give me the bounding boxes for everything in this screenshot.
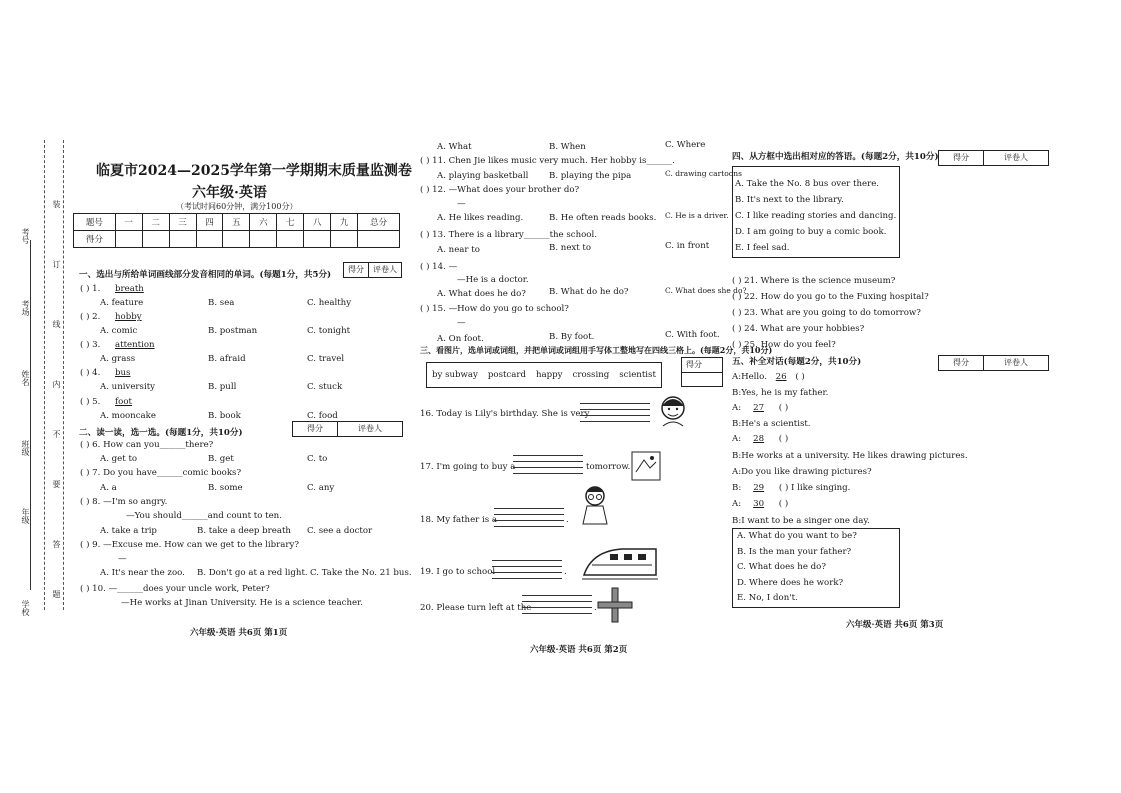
dialog-speaker: A:Hello.	[732, 372, 767, 382]
q24[interactable]: ( ) 24. What are your hobbies?	[732, 324, 865, 334]
option-a[interactable]: A. grass	[100, 354, 136, 364]
option-b[interactable]: B. some	[208, 483, 243, 493]
cut-mark-6: 要	[52, 480, 61, 488]
girl-picture	[657, 392, 689, 431]
options-box-sec4	[732, 166, 900, 258]
q18-text: 18. My father is a	[420, 515, 498, 525]
option-c[interactable]: C. travel	[307, 354, 345, 364]
score-cell[interactable]	[115, 231, 142, 248]
option-b[interactable]: B. playing the pipa	[549, 171, 632, 181]
girl-icon	[657, 392, 689, 428]
grader-box-sec3	[681, 357, 723, 387]
q17-after: tomorrow.	[586, 462, 631, 472]
q19-writing-lines[interactable]	[492, 555, 562, 579]
q10-option-a[interactable]: A. What	[437, 142, 472, 152]
q19-after: .	[564, 567, 567, 577]
option-b[interactable]: B. Don't go at a red light.	[197, 568, 308, 578]
option-b[interactable]: B. sea	[208, 298, 235, 308]
option-a[interactable]: A. university	[100, 382, 156, 392]
options-box-sec5	[732, 528, 900, 608]
q18-writing-lines[interactable]	[494, 503, 564, 527]
option-c[interactable]: C. What does she do?	[665, 286, 747, 295]
postcard-icon	[630, 448, 664, 484]
exam-subtitle: 六年级·英语	[192, 185, 267, 201]
question-number: ( ) 5.	[80, 397, 101, 407]
grader-label: 评卷人	[373, 265, 397, 274]
q20-after: .	[594, 603, 597, 613]
score-table-head: 总分	[358, 214, 400, 231]
grader-box-sec5	[938, 355, 1049, 371]
grader-label: 评卷人	[1004, 358, 1028, 367]
score-table-head: 八	[304, 214, 331, 231]
grader-box-sec1	[343, 262, 402, 278]
q10-option-c[interactable]: C. Where	[665, 140, 706, 150]
label-school: 学校	[21, 600, 30, 616]
score-table-head: 题号	[74, 214, 116, 231]
label-grade: 年级	[21, 508, 30, 524]
option-c[interactable]: C. food	[307, 411, 338, 421]
option-item: A. What do you want to be?	[737, 531, 857, 541]
word-bank-item: by subway	[432, 370, 478, 380]
score-cell[interactable]	[277, 231, 304, 248]
option-c[interactable]: C. healthy	[307, 298, 352, 308]
cut-mark-7: 答	[52, 540, 61, 548]
answer-paren[interactable]: ( )	[778, 434, 789, 444]
option-c[interactable]: C. see a doctor	[307, 526, 373, 536]
answer-paren[interactable]: ( )	[795, 372, 805, 382]
score-label: 得分	[682, 358, 722, 373]
word-bank-item: happy	[536, 370, 563, 380]
q19-text: 19. I go to school	[420, 567, 496, 577]
q10-option-b[interactable]: B. When	[549, 142, 586, 152]
option-c[interactable]: C. to	[307, 454, 328, 464]
target-word: breath	[115, 284, 144, 294]
dialog-line: B:I want to be a singer one day.	[732, 516, 870, 526]
option-c[interactable]: C. any	[307, 483, 335, 493]
option-b[interactable]: B. get	[208, 454, 234, 464]
dialog-line: A:Do you like drawing pictures?	[732, 467, 872, 477]
dialog-line	[732, 372, 805, 382]
option-b[interactable]: B. He often reads books.	[549, 213, 657, 223]
option-a[interactable]: A. a	[100, 483, 117, 493]
option-a[interactable]: A. What does he do?	[437, 289, 526, 299]
option-b[interactable]: B. next to	[549, 243, 592, 253]
option-item: B. It's next to the library.	[735, 195, 844, 205]
q17-text: 17. I'm going to buy a	[420, 462, 516, 472]
option-item: D. Where does he work?	[737, 577, 844, 588]
score-label: 得分	[293, 422, 338, 436]
label-exam-number: 考号	[21, 228, 30, 244]
section3-title: 三、看图片，选单词或词组，并把单词或词组用手写体工整地写在四线三格上。(每题2分，共10分)	[420, 345, 773, 355]
q14-stem2: —He is a doctor.	[457, 275, 529, 285]
q17-writing-lines[interactable]	[513, 450, 583, 474]
binding-dashed-line	[44, 140, 45, 610]
option-b[interactable]: B. book	[208, 411, 241, 421]
q14-stem: ( ) 14. —	[420, 262, 458, 272]
answer-paren[interactable]: ( ) I like singing.	[778, 483, 851, 493]
dialog-line: B:Yes, he is my father.	[732, 388, 829, 398]
q10-stem: ( ) 10. —______does your uncle work, Peter?	[80, 584, 270, 594]
target-word: foot	[115, 397, 132, 407]
q22[interactable]: ( ) 22. How do you go to the Fuxing hospital?	[732, 292, 929, 302]
q8-stem2: —You should______and count to ten.	[126, 511, 282, 521]
option-item: A. Take the No. 8 bus over there.	[735, 179, 880, 189]
section4-title: 四、从方框中选出相对应的答语。(每题2分，共10分)	[732, 152, 939, 162]
target-word: hobby	[115, 312, 142, 322]
q13-stem: ( ) 13. There is a library______the school.	[420, 230, 597, 240]
q18-after: .	[566, 515, 569, 525]
label-exam-room: 考场	[21, 300, 30, 316]
score-label: 得分	[344, 263, 369, 277]
blank-number[interactable]: 29	[753, 483, 765, 493]
cut-mark-2: 订	[52, 260, 61, 268]
grader-label: 评卷人	[1004, 153, 1028, 162]
target-word: attention	[115, 340, 155, 350]
q11-stem: ( ) 11. Chen Jie likes music very much. Her hobby is______.	[420, 156, 675, 166]
dialog-line: B:He works at a university. He likes drawing pictures.	[732, 451, 968, 461]
q8-stem: ( ) 8. —I'm so angry.	[80, 497, 168, 507]
option-b[interactable]: B. What do he do?	[549, 287, 629, 297]
target-word: bus	[115, 368, 131, 378]
grader-box-sec2	[292, 421, 403, 437]
dialog-speaker: A:	[732, 403, 742, 413]
q21[interactable]: ( ) 21. Where is the science museum?	[732, 276, 896, 286]
q9-stem2: —	[118, 554, 127, 564]
option-c[interactable]: C. tonight	[307, 326, 351, 336]
option-b[interactable]: B. By foot.	[549, 332, 595, 342]
q16-text: 16. Today is Lily's birthday. She is very	[420, 409, 590, 419]
postcard-picture	[630, 448, 664, 487]
page2-footer: 六年级·英语 共6页 第2页	[530, 645, 628, 655]
grader-label: 评卷人	[358, 424, 382, 433]
score-table-head: 三	[169, 214, 196, 231]
option-c[interactable]: C. He is a driver.	[665, 211, 729, 220]
q6-stem: ( ) 6. How can you______there?	[80, 440, 214, 450]
option-a[interactable]: A. It's near the zoo.	[100, 568, 185, 578]
answer-paren[interactable]: ( )	[778, 403, 789, 413]
score-table-head: 一	[115, 214, 142, 231]
binding-line-2	[63, 140, 64, 610]
option-item: C. I like reading stories and dancing.	[735, 211, 897, 221]
word-bank	[426, 362, 662, 388]
blank-number[interactable]: 28	[753, 434, 765, 444]
score-cell[interactable]	[142, 231, 169, 248]
score-cell[interactable]	[304, 231, 331, 248]
section1-title: 一、选出与所给单词画线部分发音相同的单词。(每题1分，共5分)	[79, 270, 332, 280]
score-table-head: 七	[277, 214, 304, 231]
name-write-line[interactable]	[30, 240, 32, 590]
q15-stem2: —	[457, 318, 466, 328]
dialog-line	[732, 403, 788, 413]
option-c[interactable]: C. stuck	[307, 382, 343, 392]
score-table-row-label: 得分	[74, 231, 116, 248]
dialog-line	[732, 499, 788, 509]
section2-title: 二、读一读，选一选。(每题1分，共10分)	[79, 428, 243, 438]
label-class: 班级	[21, 440, 30, 456]
blank-number[interactable]: 27	[753, 403, 765, 413]
score-table	[73, 213, 400, 248]
score-table-head: 五	[223, 214, 250, 231]
option-item: E. I feel sad.	[735, 243, 790, 253]
score-label: 得分	[939, 151, 984, 165]
q20-writing-lines[interactable]	[522, 590, 592, 614]
grader-box-sec4	[938, 150, 1049, 166]
word-bank-item: crossing	[572, 370, 610, 380]
cut-mark-1: 装	[52, 200, 61, 208]
scientist-picture	[577, 484, 613, 529]
q12-stem2: —	[457, 199, 466, 209]
option-item: C. What does he do?	[737, 562, 826, 572]
dialog-speaker: B:	[732, 483, 742, 493]
option-c[interactable]: C. Take the No. 21 bus.	[310, 568, 412, 578]
score-table-head: 二	[142, 214, 169, 231]
score-cell[interactable]	[331, 231, 358, 248]
option-a[interactable]: A. comic	[100, 326, 138, 336]
dialog-line	[732, 434, 788, 444]
option-c[interactable]: C. With foot.	[665, 330, 720, 340]
option-a[interactable]: A. feature	[100, 298, 144, 308]
option-a[interactable]: A. mooncake	[100, 411, 156, 421]
section5-title: 五、补全对话(每题2分，共10分)	[732, 357, 862, 367]
option-b[interactable]: B. postman	[208, 326, 258, 336]
option-item: E. No, I don't.	[737, 593, 798, 603]
score-cell[interactable]	[358, 231, 400, 248]
page3-footer: 六年级·英语 共6页 第3页	[846, 620, 944, 630]
score-label: 得分	[939, 356, 984, 370]
q10-stem2: —He works at Jinan University. He is a science teacher.	[121, 598, 363, 608]
score-cell[interactable]	[169, 231, 196, 248]
q23[interactable]: ( ) 23. What are you going to do tomorrow?	[732, 308, 921, 318]
option-b[interactable]: B. take a deep breath	[197, 526, 291, 536]
score-table-head: 六	[250, 214, 277, 231]
word-bank-item: postcard	[487, 370, 526, 380]
dialog-speaker: A:	[732, 499, 742, 509]
blank-number[interactable]: 26	[775, 372, 787, 382]
score-table-head: 四	[196, 214, 223, 231]
scientist-icon	[577, 484, 613, 526]
option-a[interactable]: A. near to	[437, 245, 480, 255]
question-number: ( ) 1.	[80, 284, 101, 294]
dialog-line	[732, 483, 850, 493]
page1-footer: 六年级·英语 共6页 第1页	[190, 628, 288, 638]
cut-mark-4: 内	[52, 380, 61, 388]
q20-text: 20. Please turn left at the	[420, 603, 532, 613]
score-cell[interactable]	[223, 231, 250, 248]
score-cell[interactable]	[250, 231, 277, 248]
q12-stem: ( ) 12. —What does your brother do?	[420, 185, 580, 195]
option-item: D. I am going to buy a comic book.	[735, 227, 887, 237]
score-cell[interactable]	[196, 231, 223, 248]
option-c[interactable]: C. in front	[665, 241, 710, 251]
question-number: ( ) 2.	[80, 312, 101, 322]
option-a[interactable]: A. He likes reading.	[437, 213, 524, 223]
option-a[interactable]: A. take a trip	[100, 526, 157, 536]
subway-picture	[582, 545, 658, 586]
q7-stem: ( ) 7. Do you have______comic books?	[80, 468, 242, 478]
exam-title: 临夏市2024—2025学年第一学期期末质量监测卷	[96, 163, 412, 179]
q15-stem: ( ) 15. —How do you go to school?	[420, 304, 569, 314]
option-c[interactable]: C. drawing cartoons	[665, 169, 742, 178]
answer-paren[interactable]: ( )	[778, 499, 789, 509]
option-b[interactable]: B. afraid	[208, 354, 246, 364]
score-table-head: 九	[331, 214, 358, 231]
cut-mark-5: 不	[52, 430, 61, 438]
cut-mark-8: 题	[52, 590, 61, 598]
crossroad-icon	[598, 588, 632, 622]
word-bank-item: scientist	[619, 370, 656, 380]
dialog-speaker: A:	[732, 434, 742, 444]
exam-note: （考试时间60分钟，满分100分）	[176, 202, 298, 211]
crossing-picture	[598, 588, 632, 625]
option-a[interactable]: A. On foot.	[437, 334, 484, 344]
option-a[interactable]: A. playing basketball	[437, 171, 529, 181]
q16-writing-lines[interactable]	[580, 398, 650, 422]
dialog-line: B:He's a scientist.	[732, 419, 811, 429]
q9-stem: ( ) 9. —Excuse me. How can we get to the library?	[80, 540, 299, 550]
train-icon	[582, 545, 658, 583]
question-number: ( ) 4.	[80, 368, 101, 378]
label-name: 姓名	[21, 370, 30, 386]
option-item: B. Is the man your father?	[737, 546, 852, 557]
blank-number[interactable]: 30	[753, 499, 765, 509]
question-number: ( ) 3.	[80, 340, 101, 350]
option-a[interactable]: A. get to	[100, 454, 138, 464]
option-b[interactable]: B. pull	[208, 382, 237, 392]
cut-mark-3: 线	[52, 320, 61, 328]
q25[interactable]: ( ) 25. How do you feel?	[732, 340, 836, 350]
